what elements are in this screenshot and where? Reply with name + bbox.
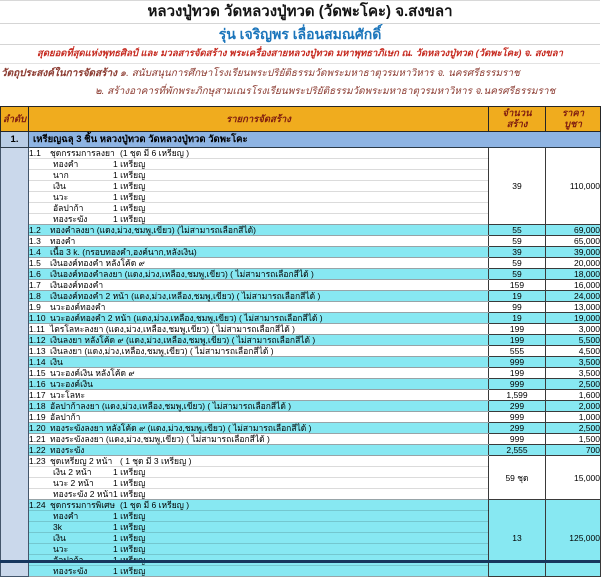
table-row [1, 368, 601, 379]
subitem-cell [29, 203, 489, 214]
price-cell: 5,500 [546, 335, 601, 346]
item-desc: เงินลงยา (แดง,ม่วง,เหลือง,ชมพู,เขียว) ( ไม่สามารถเลือกสีได้ ) [50, 346, 274, 356]
subitem-qty: 1 เหรียญ [113, 478, 146, 488]
item-cell [29, 401, 489, 412]
price-cell: 20,000 [546, 258, 601, 269]
table-header-row [1, 107, 601, 132]
item-desc: นวะองค์เงิน หลังโค้ด ๙ [50, 368, 135, 378]
purpose-text-1: ๑. สนับสนุนการศึกษาโรงเรียนพระปริยัติธรรมวัดพระมหาธาตุวรมหาวิหาร จ. นครศรีธรรมราช [117, 68, 520, 79]
price-cell: 3,500 [546, 368, 601, 379]
item-number: 1.3 [29, 236, 41, 246]
item-desc: ชุดกรรมการลงยา [50, 148, 115, 158]
item-number: 1.24 [29, 500, 46, 510]
subitem-qty: 1 เหรียญ [113, 544, 146, 554]
item-desc: ทองระฆังลงยา หลังโค้ด ๙ (แดง,ม่วง,ชมพู,เขียว) ( ไม่สามารถเลือกสีได้ ) [50, 423, 312, 433]
price-cell: 1,000 [546, 412, 601, 423]
item-number: 1.20 [29, 423, 46, 433]
price-cell: 125,000 [546, 500, 601, 577]
price-cell: 69,000 [546, 225, 601, 236]
item-cell [29, 280, 489, 291]
item-number: 1.9 [29, 302, 41, 312]
subitem-name: นวะ 2 หน้า [53, 478, 94, 488]
item-number: 1.11 [29, 324, 45, 334]
price-cell: 2,000 [546, 401, 601, 412]
section-number: 1. [1, 132, 29, 148]
subitem-qty: 1 เหรียญ [113, 522, 146, 532]
table-row [1, 225, 601, 236]
price-cell: 2,500 [546, 423, 601, 434]
subitem-name: ทองระฆัง 2 หน้า [53, 489, 114, 499]
item-cell [29, 324, 489, 335]
subitem-name: ทองคำ [53, 159, 79, 169]
price-cell: 1,600 [546, 390, 601, 401]
subitem-name: นวะ [53, 192, 69, 202]
table-row [1, 357, 601, 368]
item-desc: เงินองค์ทองคำ [50, 280, 104, 290]
qty-cell: 39 [489, 148, 546, 225]
subitem-name: นาก [53, 170, 69, 180]
item-desc: เงินองค์ทองคำลงยา (แดง,ม่วง,เหลือง,ชมพู,เขียว) ( ไม่สามารถเลือกสีได้ ) [50, 269, 314, 279]
item-cell [29, 423, 489, 434]
subitem-cell [29, 214, 489, 225]
subitem-cell [29, 489, 489, 500]
item-cell [29, 313, 489, 324]
table-row [1, 258, 601, 269]
page-title: หลวงปู่ทวด วัดหลวงปู่ทวด (วัดพะโคะ) จ.สงขลา [0, 1, 600, 24]
table-row [1, 423, 601, 434]
item-desc: เนื้อ 3 k. (กรอบทองคำ,องค์นาก,หลังเงิน) [50, 247, 197, 257]
item-cell [29, 335, 489, 346]
qty-cell: 999 [489, 434, 546, 445]
qty-cell: 999 [489, 357, 546, 368]
price-cell: 39,000 [546, 247, 601, 258]
item-cell [29, 148, 489, 159]
price-cell: 15,000 [546, 456, 601, 500]
qty-cell: 159 [489, 280, 546, 291]
qty-cell: 199 [489, 368, 546, 379]
subitem-qty: 1 เหรียญ [113, 511, 146, 521]
table-row [1, 236, 601, 247]
price-cell: 19,000 [546, 313, 601, 324]
table-row [1, 269, 601, 280]
table-row [1, 412, 601, 423]
table-row [1, 401, 601, 412]
subitem-cell [29, 533, 489, 544]
qty-cell: 59 [489, 258, 546, 269]
qty-cell: 555 [489, 346, 546, 357]
item-number: 1.1 [29, 148, 41, 158]
item-cell [29, 236, 489, 247]
table-row [1, 247, 601, 258]
item-cell [29, 412, 489, 423]
item-desc: นวะโลหะ [50, 390, 86, 400]
item-desc: นวะองค์ทองคำ [50, 302, 106, 312]
item-cell [29, 390, 489, 401]
item-number: 1.4 [29, 247, 41, 257]
subitem-cell [29, 159, 489, 170]
subitem-cell [29, 544, 489, 555]
subitem-name: นวะ [53, 544, 69, 554]
item-number: 1.8 [29, 291, 41, 301]
col-header-qty-line1: จำนวน [502, 108, 532, 119]
purpose-line-2: ๒. สร้างอาคารที่พักพระภิกษุสามเณรโรงเรียนพระปริยัติธรรมวัดพระมหาธาตุวรมหาวิหาร จ.นครศรีธรรมราช [95, 86, 556, 97]
item-cell [29, 500, 489, 511]
item-cell [29, 357, 489, 368]
qty-cell: 13 [489, 500, 546, 577]
table-bottom-border [0, 560, 600, 563]
subitem-qty: 1 เหรียญ [113, 214, 146, 224]
item-number: 1.21 [29, 434, 46, 444]
subitem-name: ทองคำ [53, 511, 79, 521]
table-row [1, 291, 601, 302]
item-desc: ไตรโลหะลงยา (แดง,ม่วง,เหลือง,ชมพู,เขียว) ( ไม่สามารถเลือกสีได้ ) [50, 324, 295, 334]
qty-cell: 59 ชุด [489, 456, 546, 500]
item-desc: นวะองค์เงิน [50, 379, 93, 389]
qty-cell: 19 [489, 313, 546, 324]
col-header-qty-line2: สร้าง [506, 119, 528, 130]
qty-cell: 999 [489, 412, 546, 423]
qty-cell: 2,555 [489, 445, 546, 456]
subitem-qty: 1 เหรียญ [113, 489, 146, 499]
item-cell [29, 269, 489, 280]
table-row [1, 313, 601, 324]
subitem-name: เงิน 2 หน้า [53, 467, 92, 477]
price-cell: 24,000 [546, 291, 601, 302]
item-desc: ทองคำ [50, 236, 76, 246]
item-cell [29, 258, 489, 269]
purpose-label: วัตถุประสงค์ในการจัดสร้าง [1, 68, 118, 79]
table-row [1, 302, 601, 313]
subitem-qty: 1 เหรียญ [113, 467, 146, 477]
item-number: 1.19 [29, 412, 46, 422]
item-desc: เงิน [50, 357, 63, 367]
item-note: (1 ชุด มี 6 เหรียญ ) [120, 500, 190, 510]
item-cell [29, 456, 489, 467]
table-row [1, 346, 601, 357]
price-cell: 4,500 [546, 346, 601, 357]
subitem-cell [29, 566, 489, 577]
item-desc: ทองคำลงยา (แดง,ม่วง,ชมพู,เขียว) (ไม่สามารถเลือกสีได้) [50, 225, 256, 235]
price-cell: 1,500 [546, 434, 601, 445]
subitem-cell [29, 478, 489, 489]
item-desc: ชุดกรรมการพิเศษ [50, 500, 116, 510]
price-cell: 65,000 [546, 236, 601, 247]
subitem-cell [29, 181, 489, 192]
item-note: (1 ชุด มี 6 เหรียญ ) [120, 148, 190, 158]
item-desc: เงินลงยา หลังโค้ด ๙ (แดง,ม่วง,เหลือง,ชมพู,เขียว) ( ไม่สามารถเลือกสีได้ ) [50, 335, 316, 345]
item-cell [29, 225, 489, 236]
qty-cell: 39 [489, 247, 546, 258]
item-desc: ชุดเหรียญ 2 หน้า [50, 456, 113, 466]
table-row [1, 379, 601, 390]
col-header-qty [489, 107, 546, 132]
item-number: 1.10 [29, 313, 46, 323]
item-desc: อัลปาก้าลงยา (แดง,ม่วง,เหลือง,ชมพู,เขียว) ( ไม่สามารถเลือกสีได้ ) [50, 401, 292, 411]
table-row [1, 445, 601, 456]
item-cell [29, 291, 489, 302]
item-number: 1.18 [29, 401, 46, 411]
section-row [1, 132, 601, 148]
table-row [1, 280, 601, 291]
item-number: 1.2 [29, 225, 41, 235]
col-header-no-label: ลำดับ [2, 113, 27, 125]
table-row [1, 434, 601, 445]
item-cell [29, 445, 489, 456]
subitem-cell [29, 170, 489, 181]
item-cell [29, 346, 489, 357]
purpose-line-1 [0, 64, 600, 84]
qty-cell: 59 [489, 269, 546, 280]
col-header-item-label: รายการจัดสร้าง [226, 113, 291, 125]
subitem-cell [29, 511, 489, 522]
item-cell [29, 434, 489, 445]
qty-cell: 999 [489, 379, 546, 390]
qty-cell: 19 [489, 291, 546, 302]
price-cell: 18,000 [546, 269, 601, 280]
subitem-name: ทองระฆัง [53, 566, 88, 576]
table-row [1, 335, 601, 346]
price-cell: 110,000 [546, 148, 601, 225]
item-number: 1.14 [29, 357, 46, 367]
subitem-qty: 1 เหรียญ [113, 170, 146, 180]
subitem-name: เงิน [53, 533, 66, 543]
col-header-price [546, 107, 601, 132]
subitem-qty: 1 เหรียญ [113, 203, 146, 213]
subitem-qty: 1 เหรียญ [113, 566, 146, 576]
table-row [1, 148, 601, 159]
price-cell: 16,000 [546, 280, 601, 291]
col-header-no [1, 107, 29, 132]
table-row [1, 500, 601, 511]
col-header-item [29, 107, 489, 132]
col-header-price-line1: ราคา [561, 108, 585, 119]
qty-cell: 99 [489, 302, 546, 313]
item-desc: ทองระฆัง [50, 445, 85, 455]
item-number: 1.17 [29, 390, 46, 400]
table-row [1, 324, 601, 335]
price-table-wrap [0, 106, 600, 577]
price-cell: 13,000 [546, 302, 601, 313]
table-row [1, 390, 601, 401]
qty-cell: 199 [489, 324, 546, 335]
table-row [1, 456, 601, 467]
item-number: 1.7 [29, 280, 41, 290]
subitem-cell [29, 467, 489, 478]
item-number: 1.16 [29, 379, 46, 389]
item-number: 1.5 [29, 258, 41, 268]
subitem-qty: 1 เหรียญ [113, 192, 146, 202]
item-note: ( 1 ชุด มี 3 เหรียญ ) [120, 456, 192, 466]
subitem-qty: 1 เหรียญ [113, 159, 146, 169]
motto-line: สุดยอดที่สุดแห่งพุทธศิลป์ และ มวลสารจัดสร้าง พระเครื่องสายหลวงปู่ทวด มหาพุทธาภิเษก ณ. วัดหลวงปู่ทวด (วัดพะโคะ) จ. สงขลา [0, 45, 600, 64]
item-cell [29, 379, 489, 390]
subitem-cell [29, 522, 489, 533]
subitem-qty: 1 เหรียญ [113, 533, 146, 543]
subitem-name: อัลปาก้า [53, 203, 84, 213]
qty-cell: 299 [489, 423, 546, 434]
subitem-qty: 1 เหรียญ [113, 181, 146, 191]
qty-cell: 1,599 [489, 390, 546, 401]
item-desc: เงินองค์ทองคำ หลังโค้ด ๙ [50, 258, 145, 268]
item-number: 1.15 [29, 368, 46, 378]
page-subtitle: รุ่น เจริญพร เลื่อนสมณศักดิ์ [0, 24, 600, 45]
item-number: 1.12 [29, 335, 46, 345]
qty-cell: 59 [489, 236, 546, 247]
item-cell [29, 368, 489, 379]
price-cell: 3,000 [546, 324, 601, 335]
qty-cell: 199 [489, 335, 546, 346]
item-number: 1.6 [29, 269, 41, 279]
section-title: เหรียญฉลุ 3 ชิ้น หลวงปู่ทวด วัดหลวงปู่ทวด วัดพะโคะ [29, 132, 601, 148]
item-desc: ทองระฆังลงยา (แดง,ม่วง,ชมพู,เขียว) ( ไม่สามารถเลือกสีได้ ) [50, 434, 270, 444]
subitem-name: 3k [53, 522, 62, 532]
item-cell [29, 247, 489, 258]
subitem-cell [29, 192, 489, 203]
price-cell: 2,500 [546, 379, 601, 390]
subitem-name: ทองระฆัง [53, 214, 88, 224]
subitem-name: เงิน [53, 181, 66, 191]
col-header-price-line2: บูชา [564, 119, 582, 130]
item-desc: นวะองค์ทองคำ 2 หน้า (แดง,ม่วง,เหลือง,ชมพู,เขียว) ( ไม่สามารถเลือกสีได้ ) [50, 313, 323, 323]
qty-cell: 55 [489, 225, 546, 236]
item-number: 1.23 [29, 456, 46, 466]
item-desc: เงินองค์ทองคำ 2 หน้า (แดง,ม่วง,เหลือง,ชมพู,เขียว) ( ไม่สามารถเลือกสีได้ ) [50, 291, 321, 301]
item-desc: อัลปาก้า [50, 412, 81, 422]
no-column-spacer [1, 148, 29, 577]
item-number: 1.13 [29, 346, 46, 356]
item-number: 1.22 [29, 445, 46, 455]
price-table [0, 106, 601, 577]
item-cell [29, 302, 489, 313]
price-cell: 700 [546, 445, 601, 456]
qty-cell: 299 [489, 401, 546, 412]
price-cell: 3,500 [546, 357, 601, 368]
